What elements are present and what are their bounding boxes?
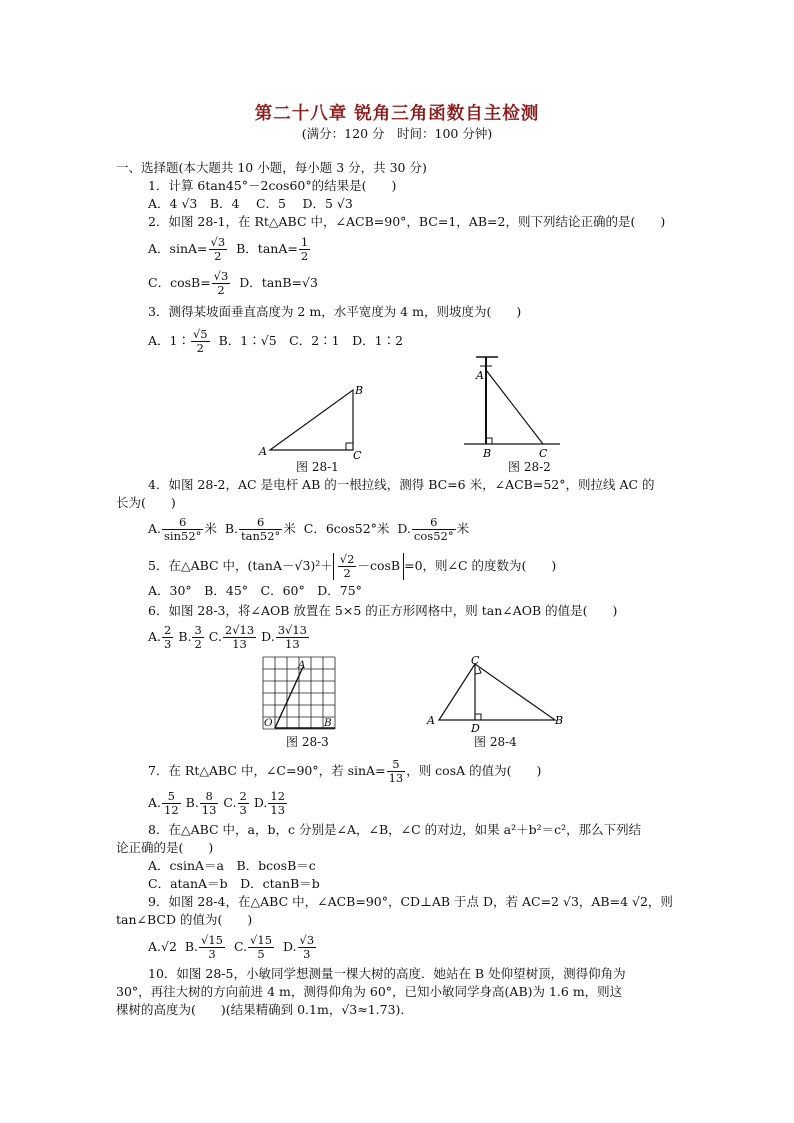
q4-option-b-unit: 米 [283, 521, 296, 536]
figure-28-1 [255, 380, 370, 460]
figure-28-2 [458, 352, 563, 460]
q1-options: A．4 √3 B．4 C．5 D．5 √3 [148, 196, 353, 211]
q10-line2: 30°，再往大树的方向前进 4 m，测得仰角为 60°，已知小敏同学身高(AB)为 1.6 m，则这 [116, 984, 623, 999]
label-a: A [476, 369, 484, 382]
triangle-abc [439, 664, 555, 720]
q2-option-c-fraction [212, 270, 231, 297]
right-angle-mark [346, 443, 353, 450]
q4-option-a-num: 6 [162, 516, 203, 530]
q6-option-a [162, 624, 173, 651]
label-a: A [427, 714, 435, 727]
q4-option-b-den: tan52° [241, 529, 281, 543]
label-a: A [298, 659, 306, 671]
label-b: B [483, 447, 492, 460]
q7-b-num: 8 [200, 790, 219, 804]
figure-28-4 [425, 654, 565, 734]
q6-option-b [192, 624, 203, 651]
q4-option-a-fraction [162, 516, 203, 543]
section-heading: 一、选择题(本大题共 10 小题，每小题 3 分，共 30 分) [116, 160, 427, 175]
q4-option-d: D. $\frac{6}{\cos 52^\circ}$ 米 [397, 515, 470, 543]
q5-frac-num: √2 [339, 552, 355, 566]
q2-option-a-den: 2 [214, 249, 222, 263]
label-o: O [264, 717, 273, 729]
q6-option-d [276, 624, 309, 651]
caption-28-3: 图 28-3 [286, 735, 329, 749]
q2-option-c-num: √3 [213, 269, 229, 283]
q9-d-den: 3 [303, 947, 311, 961]
q2-option-c-label: C．cosB= [148, 275, 211, 290]
q6-stem: 6．如图 28-3，将∠AOB 放置在 5×5 的正方形网格中，则 tan∠AOB 的值是( ) [148, 603, 618, 618]
q4-option-a-den: sin52° [164, 529, 202, 543]
label-b: B [324, 717, 332, 729]
q2-option-c-den: 2 [217, 283, 225, 297]
label-c: C [353, 449, 362, 460]
q6-d-num: 3√13 [277, 623, 307, 637]
q3-options [148, 328, 403, 355]
q2-options-row2 [148, 270, 318, 297]
q7-options: A. $\frac{5}{12}$ B. $\frac{8}{13}$ C. $\frac{2}{3}$ D. $\frac{12}{13}$ [148, 789, 286, 817]
q6-a-den: 3 [164, 637, 172, 651]
q4-option-a: A. $\frac{6}{\sin 52^\circ}$ 米 [148, 515, 217, 543]
q8-options-row2: C．atanA＝b D．ctanB＝b [148, 876, 320, 891]
label-a: A [259, 445, 267, 458]
q6-d-den: 13 [285, 637, 300, 651]
q6-a-num: 2 [164, 623, 172, 637]
page-title: 第二十八章 锐角三角函数自主检测 [254, 104, 540, 124]
q5-stem [148, 553, 556, 580]
page-subtitle: (满分：120 分 时间：100 分钟) [301, 126, 493, 141]
q7-option-d [268, 790, 287, 817]
q8-options-row1: A．csinA＝a B．bcosB＝c [148, 858, 316, 873]
q10-line3: 棵树的高度为( )(结果精确到 0.1m，√3≈1.73)． [116, 1002, 413, 1017]
q2-option-a-num: √3 [210, 235, 226, 249]
triangle-abc [270, 390, 353, 450]
q7-stem-pre: 7．在 Rt△ABC 中，∠C=90°，若 sinA= [148, 763, 386, 778]
q5-stem-pre: 5．在△ABC 中，(tanA－√3)²＋ [148, 558, 333, 573]
q3-option-a-num: √5 [192, 327, 208, 341]
q2-option-a-fraction [209, 236, 228, 263]
q7-stem [148, 758, 541, 785]
q7-option-c [238, 790, 249, 817]
q9-option-d [298, 934, 317, 961]
q7-option-a [162, 790, 181, 817]
q9-b-num: √15 [201, 933, 223, 947]
caption-28-2: 图 28-2 [508, 460, 551, 474]
q5-stem-tail: =0，则∠C 的度数为( ) [404, 558, 557, 573]
q2-option-a-label: A．sinA= [148, 241, 208, 256]
q9-stem-line2: tan∠BCD 的值为( ) [116, 912, 253, 927]
q4-option-d-fraction [412, 516, 456, 543]
q7-d-num: 12 [270, 789, 286, 803]
q1-stem: 1．计算 6tan45°－2cos60°的结果是( ) [148, 178, 397, 193]
q2-options-row1 [148, 236, 311, 263]
q7-den: 13 [388, 771, 404, 785]
q3-stem: 3．测得某坡面垂直高度为 2 m，水平宽度为 4 m，则坡度为( ) [148, 304, 522, 319]
q9-stem-line1: 9．如图 28-4，在△ABC 中，∠ACB=90°，CD⊥AB 于点 D，若 AC=2 √3，AB=4 √2，则 [148, 894, 673, 909]
q3-option-a-den: 2 [196, 341, 204, 355]
right-angle-mark-c [475, 668, 481, 674]
q4-option-b-num: 6 [239, 516, 282, 530]
q5-frac-den: 2 [343, 566, 351, 580]
q5-options: A．30° B．45° C．60° D．75° [148, 583, 362, 598]
q3-option-a-fraction [191, 328, 210, 355]
q9-c-den: 5 [257, 947, 265, 961]
q7-num: 5 [387, 758, 406, 772]
q7-b-den: 13 [201, 803, 217, 817]
q9-d-num: √3 [299, 933, 315, 947]
q7-fraction [387, 758, 406, 785]
label-d: D [471, 722, 480, 734]
q7-c-num: 2 [239, 789, 247, 803]
q6-c-den: 13 [232, 637, 247, 651]
q8-stem-line1: 8．在△ABC 中，a，b，c 分别是∠A，∠B，∠C 的对边，如果 a²＋b²＝c²，那么下列结 [148, 822, 642, 837]
caption-28-1: 图 28-1 [296, 460, 339, 474]
q7-c-den: 3 [239, 803, 247, 817]
q4-options [148, 516, 469, 543]
q4-stem-line1: 4．如图 28-2，AC 是电杆 AB 的一根拉线，测得 BC=6 米，∠ACB=52°，则拉线 AC 的 [148, 477, 655, 492]
q2-option-b-label: B．tanA= [236, 241, 298, 256]
q4-stem-line2: 长为( ) [116, 495, 176, 510]
q6-c-num: 2√13 [224, 623, 255, 637]
q7-a-den: 12 [164, 803, 179, 817]
q6-b-den: 2 [194, 637, 202, 651]
q10-line1: 10．如图 28-5，小敏同学想测量一棵大树的高度．她站在 B 处仰望树顶，测得仰角为 [148, 966, 626, 981]
label-b: B [555, 714, 564, 727]
q9-option-c [248, 934, 274, 961]
q8-stem-line2: 论正确的是( ) [116, 840, 214, 855]
q9-option-b [199, 934, 225, 961]
q2-option-b-fraction [299, 236, 310, 263]
q2-stem: 2．如图 28-1，在 Rt△ABC 中，∠ACB=90°，BC=1，AB=2，则下列结论正确的是( ) [148, 214, 666, 229]
q7-stem-post: ，则 cosA 的值为( ) [406, 763, 542, 778]
q7-option-b [200, 790, 219, 817]
q2-option-b-num: 1 [300, 235, 309, 249]
q5-abs-value [333, 553, 404, 580]
q4-option-c: C．6cos52°米 [303, 521, 390, 536]
q2-option-b-den: 2 [300, 249, 309, 263]
q4-option-d-unit: 米 [456, 521, 470, 536]
label-c: C [471, 654, 480, 667]
right-angle-mark-d [475, 714, 481, 720]
q9-b-den: 3 [208, 947, 216, 961]
q4-option-d-num: 6 [412, 516, 456, 530]
q4-option-b: B. $\frac{6}{\tan 52^\circ}$ 米 [224, 515, 296, 543]
q7-a-num: 5 [162, 790, 181, 804]
q9-option-a: A.√2 [148, 939, 177, 954]
q7-d-den: 13 [270, 803, 286, 817]
q5-fraction [338, 553, 357, 580]
q6-option-c [223, 624, 256, 651]
label-c: C [539, 447, 548, 460]
q9-options: A.√2 B. $\frac{√15}{3}$ C. $\frac{√15}{5}$ D. $\frac{√3}{3}$ [148, 933, 315, 961]
q5-abs-post: －cosB [357, 558, 401, 573]
q3-option-a-label: A．1∶ [148, 333, 190, 348]
figure-28-3 [260, 656, 338, 732]
q6-b-num: 3 [194, 623, 202, 637]
q4-option-b-fraction [239, 516, 282, 543]
q4-option-d-den: cos52° [413, 529, 454, 543]
label-b: B [355, 384, 364, 397]
q2-option-d: D．tanB=√3 [239, 275, 318, 290]
q3-options-rest: B．1∶√5 C．2∶1 D．1∶2 [218, 333, 404, 348]
caption-28-4: 图 28-4 [474, 735, 517, 749]
q9-c-num: √15 [250, 933, 273, 947]
guy-wire-ac [486, 370, 543, 444]
q6-options: A. $\frac{2}{3}$ B. $\frac{3}{2}$ C. $\frac{2√13}{13}$ D. $\frac{3√13}{13}$ [148, 623, 307, 651]
q4-option-a-unit: 米 [204, 521, 217, 536]
